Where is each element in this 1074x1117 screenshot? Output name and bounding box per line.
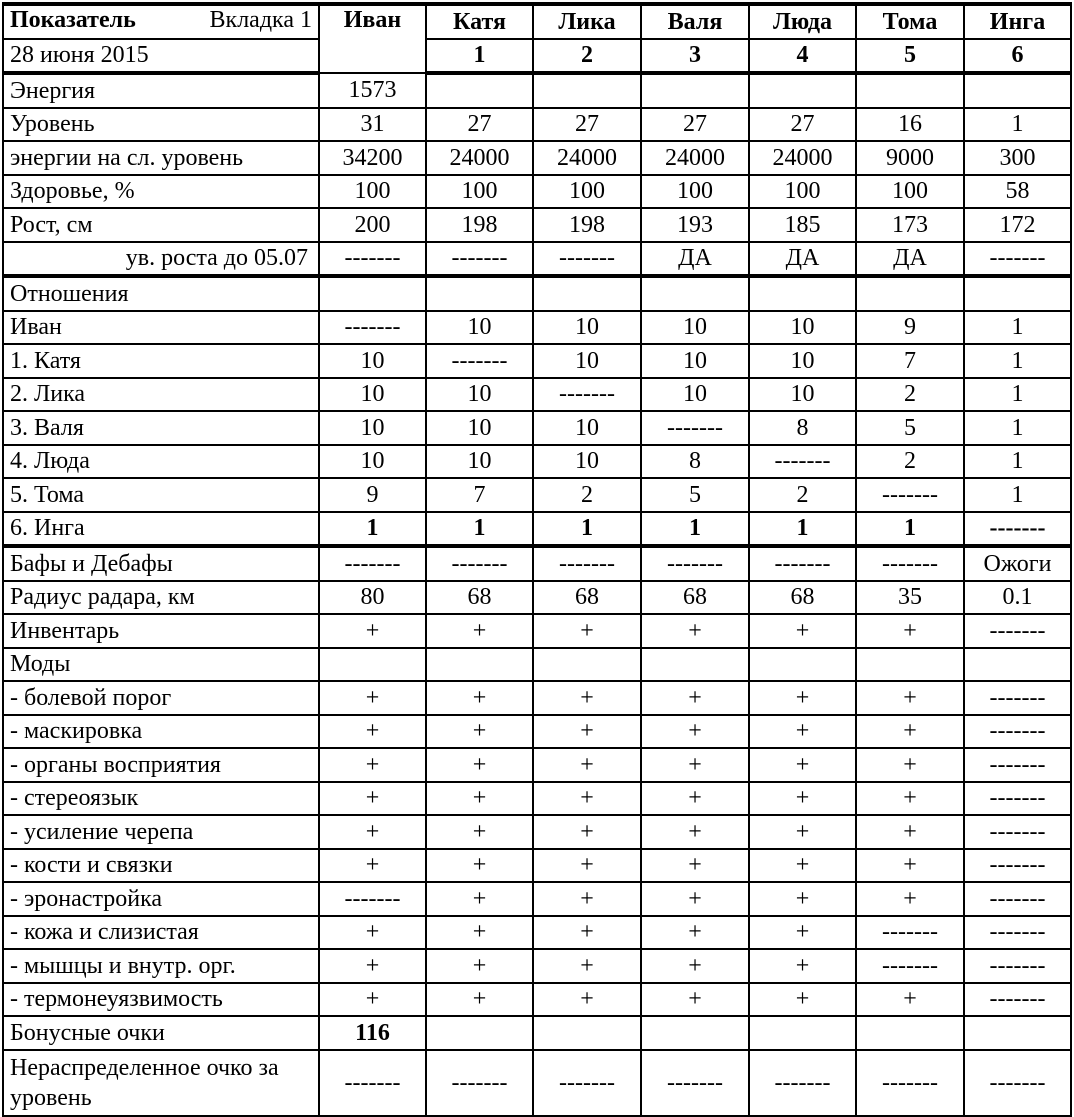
value-cell <box>749 1016 856 1050</box>
value-cell: 1 <box>856 512 964 547</box>
table-row <box>3 546 1071 581</box>
value-cell: ------- <box>964 748 1071 782</box>
value-cell: 68 <box>749 581 856 615</box>
value-cell <box>319 276 426 311</box>
value-cell: + <box>319 983 426 1017</box>
value-cell: + <box>749 715 856 749</box>
value-cell <box>533 648 641 682</box>
value-cell <box>533 1016 641 1050</box>
value-cell: + <box>426 681 533 715</box>
row-label: 6. Инга <box>3 512 319 547</box>
value-cell: 1 <box>964 378 1071 412</box>
value-cell: 1 <box>964 311 1071 345</box>
value-cell: 68 <box>533 581 641 615</box>
value-cell: 27 <box>641 108 749 142</box>
value-cell: 10 <box>426 445 533 479</box>
row-label: - маскировка <box>3 715 319 749</box>
value-cell: + <box>749 916 856 950</box>
value-cell: ------- <box>856 546 964 581</box>
value-cell <box>749 73 856 108</box>
value-cell: + <box>426 882 533 916</box>
table-row <box>3 782 1071 816</box>
table-row <box>3 242 1071 277</box>
value-cell: + <box>856 748 964 782</box>
value-cell: 100 <box>641 175 749 209</box>
row-label: - болевой порог <box>3 681 319 715</box>
value-cell <box>964 73 1071 108</box>
header-tab-label: Вкладка 1 <box>209 7 312 33</box>
value-cell: + <box>426 748 533 782</box>
value-cell: + <box>533 916 641 950</box>
value-cell: 10 <box>319 445 426 479</box>
value-cell: ------- <box>964 681 1071 715</box>
value-cell: 8 <box>749 411 856 445</box>
value-cell: + <box>641 916 749 950</box>
value-cell: + <box>749 815 856 849</box>
value-cell: 68 <box>641 581 749 615</box>
table-row <box>3 175 1071 209</box>
value-cell: + <box>533 782 641 816</box>
value-cell: + <box>856 715 964 749</box>
value-cell <box>641 276 749 311</box>
header-row-numbers <box>3 39 1071 74</box>
value-cell: + <box>641 815 749 849</box>
header-character-number: 3 <box>641 39 749 74</box>
header-character-number: 2 <box>533 39 641 74</box>
value-cell: + <box>533 882 641 916</box>
value-cell: 1 <box>533 512 641 547</box>
value-cell: ------- <box>533 1050 641 1116</box>
table-row <box>3 478 1071 512</box>
value-cell: + <box>319 782 426 816</box>
header-title-cell <box>3 4 319 39</box>
row-label: Уровень <box>3 108 319 142</box>
value-cell: 1 <box>964 344 1071 378</box>
value-cell: ДА <box>749 242 856 277</box>
row-label: Отношения <box>3 276 319 311</box>
row-label: ув. роста до 05.07 <box>3 242 319 277</box>
value-cell: 27 <box>426 108 533 142</box>
value-cell: + <box>641 983 749 1017</box>
value-cell: 300 <box>964 141 1071 175</box>
value-cell <box>426 1016 533 1050</box>
row-label: - эронастройка <box>3 882 319 916</box>
value-cell: 5 <box>641 478 749 512</box>
table-row <box>3 141 1071 175</box>
value-cell: 1 <box>964 478 1071 512</box>
row-label: - термонеуязвимость <box>3 983 319 1017</box>
value-cell: 100 <box>856 175 964 209</box>
value-cell <box>856 73 964 108</box>
value-cell: 10 <box>749 344 856 378</box>
value-cell: 16 <box>856 108 964 142</box>
value-cell: ------- <box>964 782 1071 816</box>
value-cell: 10 <box>319 344 426 378</box>
value-cell: 1 <box>964 445 1071 479</box>
value-cell <box>964 648 1071 682</box>
value-cell: 0.1 <box>964 581 1071 615</box>
value-cell: ------- <box>964 882 1071 916</box>
value-cell: ------- <box>319 311 426 345</box>
row-label: - усиление черепа <box>3 815 319 849</box>
value-cell: + <box>533 815 641 849</box>
value-cell: + <box>749 614 856 648</box>
value-cell: ------- <box>426 1050 533 1116</box>
value-cell: 1 <box>319 512 426 547</box>
value-cell: 58 <box>964 175 1071 209</box>
value-cell: 9000 <box>856 141 964 175</box>
value-cell: + <box>856 849 964 883</box>
value-cell: 10 <box>426 411 533 445</box>
table-row <box>3 445 1071 479</box>
row-label: 1. Катя <box>3 344 319 378</box>
value-cell: + <box>641 715 749 749</box>
value-cell: 10 <box>426 378 533 412</box>
value-cell: + <box>319 614 426 648</box>
value-cell: + <box>641 849 749 883</box>
header-character-number: 4 <box>749 39 856 74</box>
value-cell: 1 <box>641 512 749 547</box>
header-first-character: Иван <box>319 4 426 73</box>
value-cell: 24000 <box>426 141 533 175</box>
table-row <box>3 344 1071 378</box>
value-cell: 10 <box>641 344 749 378</box>
value-cell: 1 <box>426 512 533 547</box>
value-cell: 7 <box>426 478 533 512</box>
value-cell: 173 <box>856 208 964 242</box>
table-row <box>3 949 1071 983</box>
value-cell: 100 <box>749 175 856 209</box>
value-cell: + <box>749 949 856 983</box>
value-cell: 24000 <box>641 141 749 175</box>
value-cell: + <box>426 949 533 983</box>
value-cell: ------- <box>964 815 1071 849</box>
table-row <box>3 882 1071 916</box>
value-cell <box>856 1016 964 1050</box>
value-cell: 2 <box>856 378 964 412</box>
value-cell: ------- <box>856 916 964 950</box>
row-label: - кости и связки <box>3 849 319 883</box>
value-cell: 198 <box>426 208 533 242</box>
value-cell: ДА <box>641 242 749 277</box>
value-cell: 10 <box>641 311 749 345</box>
row-label: Радиус радара, км <box>3 581 319 615</box>
header-character-name: Люда <box>749 4 856 39</box>
value-cell: 2 <box>856 445 964 479</box>
header-title: Показатель <box>10 7 136 33</box>
value-cell: 34200 <box>319 141 426 175</box>
row-label: Энергия <box>3 73 319 108</box>
row-label: - мышцы и внутр. орг. <box>3 949 319 983</box>
row-label: Иван <box>3 311 319 345</box>
value-cell: + <box>856 681 964 715</box>
value-cell: 100 <box>533 175 641 209</box>
table-row <box>3 378 1071 412</box>
row-label: 3. Валя <box>3 411 319 445</box>
row-label: Рост, см <box>3 208 319 242</box>
value-cell <box>641 73 749 108</box>
header-character-name: Инга <box>964 4 1071 39</box>
value-cell: ------- <box>964 242 1071 277</box>
value-cell: ------- <box>533 242 641 277</box>
table-row <box>3 1050 1071 1116</box>
table-row <box>3 108 1071 142</box>
value-cell: + <box>426 815 533 849</box>
value-cell: ------- <box>856 478 964 512</box>
value-cell: 1 <box>749 512 856 547</box>
value-cell: + <box>856 983 964 1017</box>
value-cell: + <box>749 748 856 782</box>
value-cell: Ожоги <box>964 546 1071 581</box>
table-row <box>3 715 1071 749</box>
table-row <box>3 983 1071 1017</box>
value-cell: 10 <box>533 344 641 378</box>
value-cell: ------- <box>964 512 1071 547</box>
value-cell <box>964 1016 1071 1050</box>
header-character-number: 1 <box>426 39 533 74</box>
value-cell: ------- <box>319 546 426 581</box>
value-cell: ------- <box>964 715 1071 749</box>
table-row <box>3 1016 1071 1050</box>
row-label: энергии на сл. уровень <box>3 141 319 175</box>
value-cell <box>533 276 641 311</box>
value-cell: + <box>319 949 426 983</box>
value-cell: 10 <box>533 445 641 479</box>
value-cell: ------- <box>426 546 533 581</box>
header-character-name: Лика <box>533 4 641 39</box>
value-cell: 7 <box>856 344 964 378</box>
value-cell: + <box>749 983 856 1017</box>
row-label: Здоровье, % <box>3 175 319 209</box>
value-cell: 35 <box>856 581 964 615</box>
value-cell: 10 <box>641 378 749 412</box>
value-cell: 10 <box>533 311 641 345</box>
value-cell: + <box>749 681 856 715</box>
value-cell: 80 <box>319 581 426 615</box>
table-row <box>3 916 1071 950</box>
header-date: 28 июня 2015 <box>3 39 319 74</box>
header-character-name: Валя <box>641 4 749 39</box>
table-row <box>3 648 1071 682</box>
value-cell: 1573 <box>319 73 426 108</box>
value-cell: + <box>641 681 749 715</box>
value-cell: 24000 <box>749 141 856 175</box>
value-cell: + <box>533 715 641 749</box>
row-label: 4. Люда <box>3 445 319 479</box>
value-cell <box>641 1016 749 1050</box>
value-cell: + <box>426 916 533 950</box>
value-cell: + <box>426 782 533 816</box>
value-cell: 2 <box>749 478 856 512</box>
row-label: Нераспределенное очко за уровень <box>3 1050 319 1116</box>
value-cell: 10 <box>319 378 426 412</box>
table-row <box>3 512 1071 547</box>
character-stats-table <box>2 2 1072 1117</box>
value-cell: 10 <box>426 311 533 345</box>
header-row-names <box>3 4 1071 39</box>
value-cell: 1 <box>964 108 1071 142</box>
value-cell <box>749 648 856 682</box>
value-cell: ------- <box>964 614 1071 648</box>
value-cell <box>426 276 533 311</box>
header-character-name: Тома <box>856 4 964 39</box>
value-cell: ------- <box>426 242 533 277</box>
value-cell: 172 <box>964 208 1071 242</box>
value-cell: + <box>856 815 964 849</box>
table-row <box>3 208 1071 242</box>
value-cell: + <box>533 681 641 715</box>
table-row <box>3 748 1071 782</box>
value-cell: ------- <box>856 949 964 983</box>
table-row <box>3 581 1071 615</box>
value-cell: + <box>426 983 533 1017</box>
value-cell: + <box>533 983 641 1017</box>
value-cell: 8 <box>641 445 749 479</box>
value-cell: + <box>641 782 749 816</box>
value-cell: ------- <box>964 983 1071 1017</box>
table-row <box>3 681 1071 715</box>
value-cell: ------- <box>641 546 749 581</box>
value-cell: 10 <box>533 411 641 445</box>
value-cell: 200 <box>319 208 426 242</box>
value-cell: + <box>319 681 426 715</box>
header-character-name: Катя <box>426 4 533 39</box>
row-label: - органы восприятия <box>3 748 319 782</box>
row-label: Инвентарь <box>3 614 319 648</box>
value-cell: 9 <box>856 311 964 345</box>
value-cell: + <box>319 916 426 950</box>
value-cell: 31 <box>319 108 426 142</box>
value-cell: + <box>641 614 749 648</box>
value-cell: ------- <box>749 1050 856 1116</box>
row-label: Бафы и Дебафы <box>3 546 319 581</box>
value-cell: 2 <box>533 478 641 512</box>
value-cell: ------- <box>319 882 426 916</box>
value-cell: + <box>641 949 749 983</box>
value-cell: + <box>319 748 426 782</box>
row-label: 5. Тома <box>3 478 319 512</box>
value-cell: + <box>641 882 749 916</box>
value-cell: + <box>749 782 856 816</box>
value-cell: 193 <box>641 208 749 242</box>
value-cell: + <box>856 614 964 648</box>
value-cell: ------- <box>641 411 749 445</box>
value-cell: ------- <box>319 242 426 277</box>
value-cell: + <box>641 748 749 782</box>
value-cell: ------- <box>964 1050 1071 1116</box>
value-cell: ДА <box>856 242 964 277</box>
row-label: Моды <box>3 648 319 682</box>
row-label: - кожа и слизистая <box>3 916 319 950</box>
value-cell: 24000 <box>533 141 641 175</box>
value-cell: ------- <box>749 445 856 479</box>
value-cell <box>641 648 749 682</box>
table-row <box>3 73 1071 108</box>
value-cell: 10 <box>749 311 856 345</box>
value-cell: ------- <box>533 546 641 581</box>
value-cell: ------- <box>856 1050 964 1116</box>
header-character-number: 5 <box>856 39 964 74</box>
value-cell: ------- <box>533 378 641 412</box>
value-cell: + <box>319 815 426 849</box>
value-cell: 116 <box>319 1016 426 1050</box>
value-cell: ------- <box>426 344 533 378</box>
value-cell: 185 <box>749 208 856 242</box>
table-row <box>3 614 1071 648</box>
value-cell: + <box>533 949 641 983</box>
value-cell: + <box>533 614 641 648</box>
value-cell <box>964 276 1071 311</box>
value-cell: 198 <box>533 208 641 242</box>
value-cell: + <box>426 715 533 749</box>
value-cell: 68 <box>426 581 533 615</box>
value-cell: + <box>856 882 964 916</box>
table-row <box>3 849 1071 883</box>
value-cell: ------- <box>964 916 1071 950</box>
value-cell <box>426 648 533 682</box>
table-row <box>3 815 1071 849</box>
value-cell: + <box>856 782 964 816</box>
value-cell: 10 <box>319 411 426 445</box>
row-label: 2. Лика <box>3 378 319 412</box>
value-cell <box>319 648 426 682</box>
table-body <box>3 4 1071 1116</box>
value-cell: 10 <box>749 378 856 412</box>
row-label: Бонусные очки <box>3 1016 319 1050</box>
value-cell: + <box>533 849 641 883</box>
value-cell: 100 <box>319 175 426 209</box>
value-cell <box>426 73 533 108</box>
value-cell: ------- <box>319 1050 426 1116</box>
value-cell: + <box>749 849 856 883</box>
header-character-number: 6 <box>964 39 1071 74</box>
value-cell: + <box>426 849 533 883</box>
row-label: - стереоязык <box>3 782 319 816</box>
value-cell: 27 <box>749 108 856 142</box>
value-cell: ------- <box>964 949 1071 983</box>
value-cell: + <box>426 614 533 648</box>
value-cell <box>856 648 964 682</box>
value-cell <box>533 73 641 108</box>
value-cell: 5 <box>856 411 964 445</box>
table-row <box>3 411 1071 445</box>
value-cell: 1 <box>964 411 1071 445</box>
value-cell: 100 <box>426 175 533 209</box>
value-cell: ------- <box>749 546 856 581</box>
value-cell: 9 <box>319 478 426 512</box>
value-cell: ------- <box>964 849 1071 883</box>
value-cell <box>856 276 964 311</box>
table-row <box>3 276 1071 311</box>
value-cell: ------- <box>641 1050 749 1116</box>
table-row <box>3 311 1071 345</box>
value-cell <box>749 276 856 311</box>
value-cell: 27 <box>533 108 641 142</box>
value-cell: + <box>319 715 426 749</box>
value-cell: + <box>533 748 641 782</box>
value-cell: + <box>749 882 856 916</box>
value-cell: + <box>319 849 426 883</box>
